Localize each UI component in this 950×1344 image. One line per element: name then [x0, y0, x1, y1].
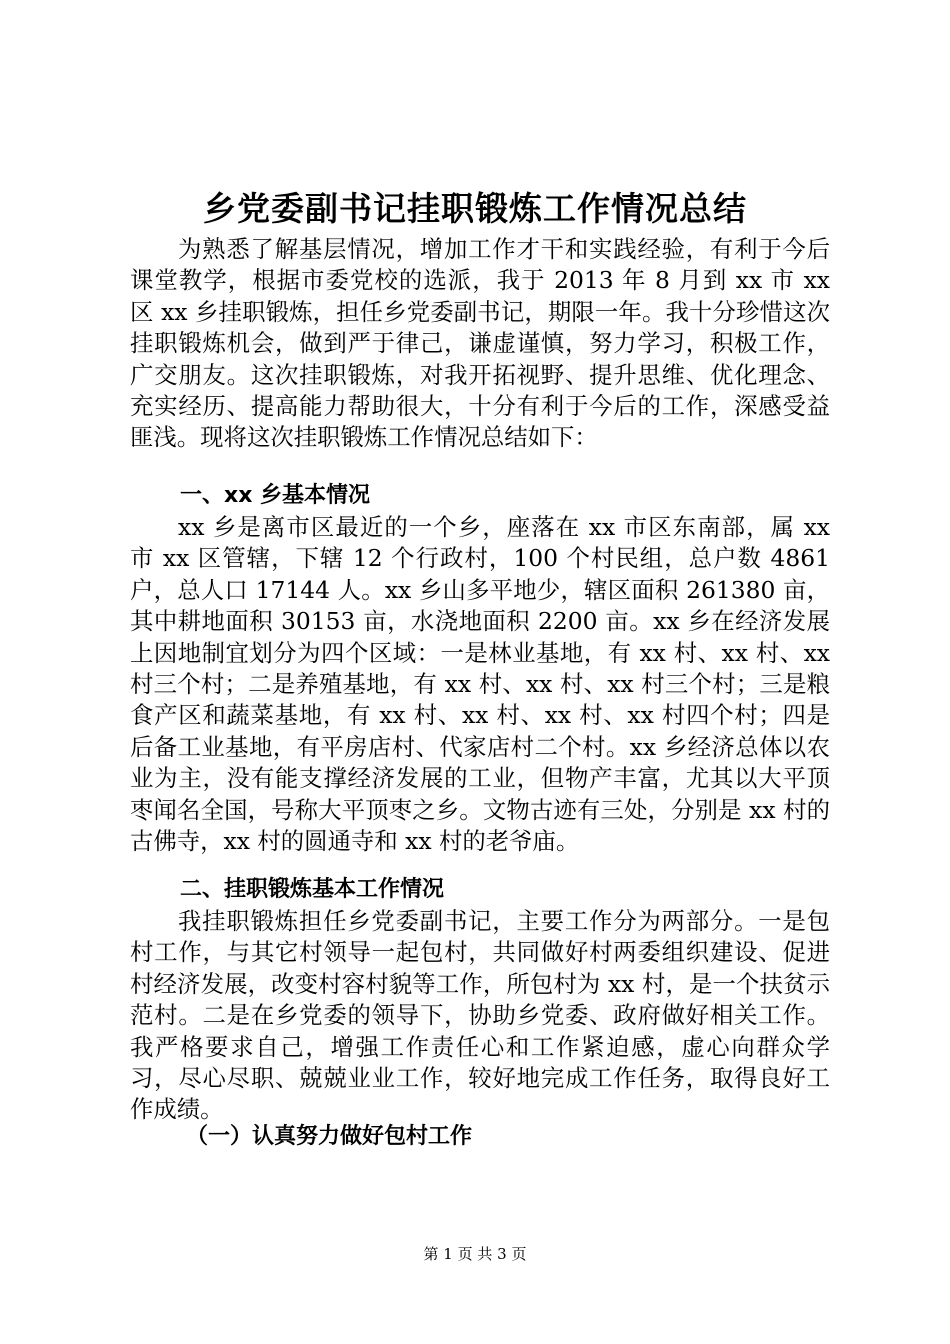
section-basic-info-paragraph: xx 乡是离市区最近的一个乡，座落在 xx 市区东南部，属 xx 市 xx 区管辖，下辖 12 个行政村，100 个村民组，总户数 4861 户，总人口 17144 人。xx 乡山多平地少，辖区面积 261380 亩，其中耕地面积 30153 亩，水浇地面积 2200 亩。xx 乡在经济发展上因地制宜划分为四个区域：一是林业基地，有 xx 村、xx 村、xx 村三个村；二是养殖基地，有 xx 村、xx 村、xx 村三个村；三是粮食产区和蔬菜基地，有 xx 村、xx 村、xx 村、xx 村四个村；四是后备工业基地，有平房店村、代家店村二个村。xx 乡经济总体以农业为主，没有能支撑经济发展的工业，但物产丰富，尤其以大平顶枣闻名全国，号称大平顶枣之乡。文物古迹有三处，分别是 xx 村的古佛寺，xx 村的圆通寺和 xx 村的老爷庙。	[130, 513, 830, 856]
intro-paragraph: 为熟悉了解基层情况，增加工作才干和实践经验，有利于今后课堂教学，根据市委党校的选派，我于 2013 年 8 月到 xx 市 xx 区 xx 乡挂职锻炼，担任乡党委副书记，期限一年。我十分珍惜这次挂职锻炼机会，做到严于律己，谦虚谨慎，努力学习，积极工作，广交朋友。这次挂职锻炼，对我开拓视野、提升思维、优化理念、充实经历、提高能力帮助很大，十分有利于今后的工作，深感受益匪浅。现将这次挂职锻炼工作情况总结如下：	[130, 235, 830, 452]
section-heading-basic-info: 一、xx 乡基本情况	[180, 483, 371, 508]
page-number-footer: 第 1 页 共 3 页	[423, 1245, 527, 1263]
section-work-overview-paragraph: 我挂职锻炼担任乡党委副书记，主要工作分为两部分。一是包村工作，与其它村领导一起包村，共同做好村两委组织建设、促进村经济发展，改变村容村貌等工作，所包村为 xx 村，是一个扶贫示范村。二是在乡党委的领导下，协助乡党委、政府做好相关工作。我严格要求自己，增强工作责任心和工作紧迫感，虚心向群众学习，尽心尽职、兢兢业业工作，较好地完成工作任务，取得良好工作成绩。	[130, 907, 830, 1124]
section-heading-work-overview: 二、挂职锻炼基本工作情况	[180, 877, 445, 902]
subsection-heading-village-work: （一）认真努力做好包村工作	[186, 1124, 473, 1149]
document-title: 乡党委副书记挂职锻炼工作情况总结	[203, 189, 747, 228]
